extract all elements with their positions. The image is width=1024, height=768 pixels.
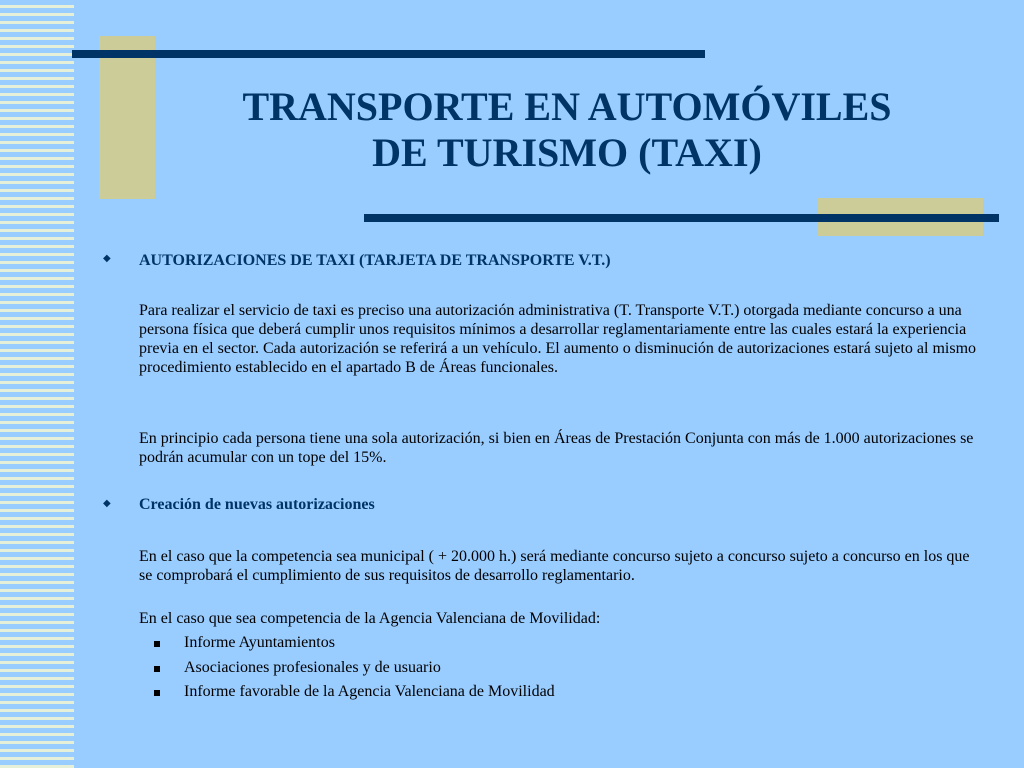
- square-bullet-icon: [154, 690, 160, 696]
- slide-title-line2: DE TURISMO (TAXI): [372, 130, 762, 175]
- section1-paragraph1: Para realizar el servicio de taxi es preciso una autorización administrativa (T. Transporte V.T.) otorgada mediante concurso a una persona física que deberá cumplir unos requisitos mínimos a desarrollar reglamentariamente entre las cuales estará la experiencia previa en el sector. Cada autorización se referirá a un vehículo. El aumento o disminución de autorizaciones estará sujeto al mismo procedimiento establecido en el apartado B de Áreas funcionales.: [139, 302, 977, 376]
- square-bullet-icon: [154, 666, 160, 672]
- section1-heading: AUTORIZACIONES DE TAXI (TARJETA DE TRANSPORTE V.T.): [139, 252, 611, 269]
- square-bullet-icon: [154, 641, 160, 647]
- slide-title-line1: TRANSPORTE EN AUTOMÓVILES: [242, 84, 892, 129]
- list-item: Informe Ayuntamientos: [184, 634, 335, 651]
- list-item: Informe favorable de la Agencia Valenciana de Movilidad: [184, 683, 555, 700]
- section1-paragraph2: En principio cada persona tiene una sola autorización, si bien en Áreas de Prestación Conjunta con más de 1.000 autorizaciones se podrán acumular con un tope del 15%.: [139, 430, 974, 466]
- list-item: Asociaciones profesionales y de usuario: [184, 659, 441, 676]
- section2-paragraph2: En el caso que sea competencia de la Agencia Valenciana de Movilidad:: [139, 610, 601, 627]
- section2-paragraph1: En el caso que la competencia sea municipal ( + 20.000 h.) será mediante concurso sujeto a concurso sujeto a concurso en los que se comprobará el cumplimiento de sus requisitos de desarrollo reglamentario.: [139, 548, 970, 584]
- section2-heading: Creación de nuevas autorizaciones: [139, 496, 375, 513]
- diamond-bullet-icon: ◆: [103, 253, 111, 264]
- diamond-bullet-icon: ◆: [103, 498, 111, 509]
